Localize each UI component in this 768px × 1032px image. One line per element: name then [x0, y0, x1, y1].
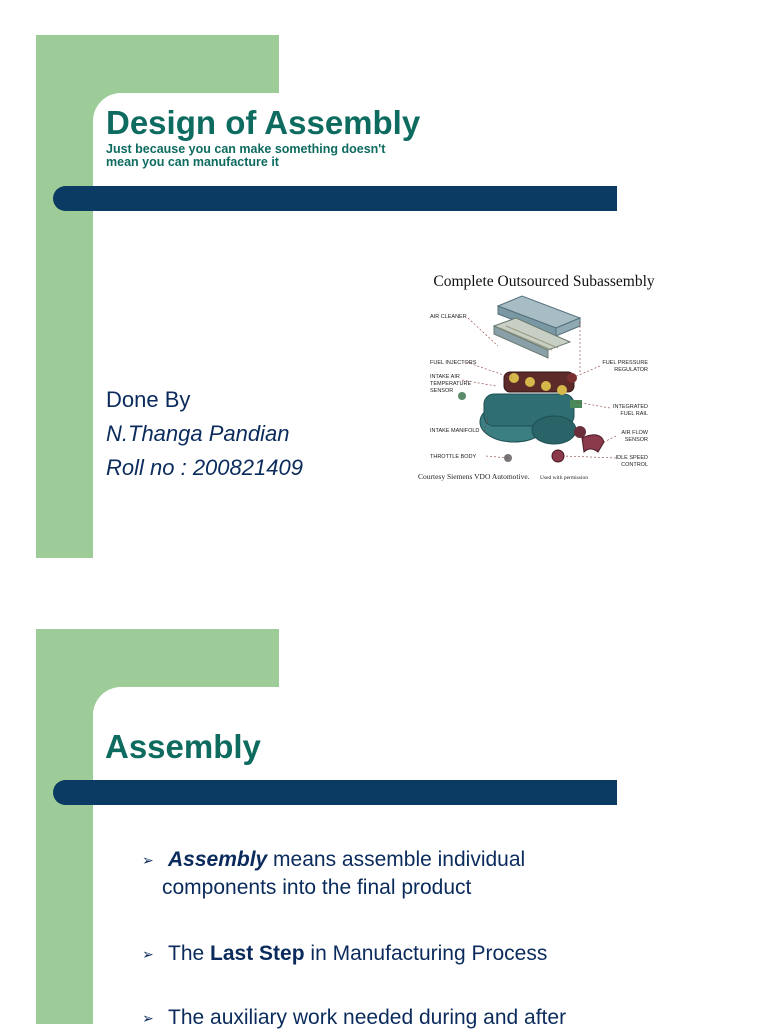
- done-by-label: Done By: [106, 387, 191, 412]
- label-intake-manifold: INTAKE MANIFOLD: [430, 428, 480, 434]
- label-fuel-pressure-1: FUEL PRESSURE: [602, 360, 648, 366]
- slide-title: Design of Assembly: [106, 104, 421, 141]
- label-air-flow-1: AIR FLOW: [621, 430, 648, 436]
- subassembly-figure: [404, 262, 684, 486]
- label-intake-air-1: INTAKE AIR: [430, 374, 460, 380]
- air-cleaner-part: [494, 296, 580, 358]
- slide-subtitle: [106, 143, 446, 169]
- bullet-2-pre: The: [168, 942, 211, 965]
- bullet-1-text: means assemble individual: [267, 848, 526, 871]
- label-idle-2: CONTROL: [621, 462, 648, 468]
- intake-manifold-part: [458, 372, 604, 462]
- figure-courtesy: Courtesy Siemens VDO Automotive.: [418, 472, 530, 481]
- arrow-bullet-icon: ➢: [142, 1010, 154, 1026]
- subtitle-line-2: mean you can manufacture it: [106, 155, 279, 169]
- label-intake-air-2: TEMPERATURE: [430, 381, 472, 387]
- bullet-item: [142, 1004, 702, 1032]
- bullet-item: [142, 846, 702, 902]
- bullet-2-text: in Manufacturing Process: [304, 942, 548, 965]
- label-intake-air-3: SENSOR: [430, 388, 454, 394]
- arrow-bullet-icon: ➢: [142, 852, 154, 868]
- subtitle-line-1: Just because you can make something doesn't: [106, 142, 386, 156]
- label-fuel-pressure-2: REGULATOR: [614, 367, 648, 373]
- bullet-2-bold: Last Step: [210, 942, 305, 965]
- title-divider-bar: [53, 186, 617, 211]
- bullet-1-line2: components into the final product: [162, 876, 472, 899]
- roll-number: Roll no : 200821409: [106, 455, 303, 480]
- author-block: [106, 383, 303, 485]
- label-air-flow-2: SENSOR: [624, 437, 648, 443]
- label-fuel-injectors: FUEL INJECTORS: [430, 360, 477, 366]
- figure-caption: Complete Outsourced Subassembly: [433, 273, 655, 290]
- slide-title: Assembly: [105, 728, 261, 765]
- slide-2: [0, 596, 768, 1029]
- label-fuel-rail-1: INTEGRATED: [612, 404, 648, 410]
- bullet-1-bold: Assembly: [168, 848, 268, 871]
- label-idle-1: IDLE SPEED: [615, 455, 648, 461]
- arrow-bullet-icon: ➢: [142, 946, 154, 962]
- label-air-cleaner: AIR CLEANER: [430, 314, 467, 320]
- title-divider-bar: [53, 780, 617, 805]
- bullet-list: [142, 846, 702, 1032]
- figure-permission: Used with permission: [540, 475, 588, 481]
- engine-diagram: [404, 262, 684, 486]
- bullet-3-text: The auxiliary work needed during and after: [168, 1006, 567, 1029]
- author-name: N.Thanga Pandian: [106, 421, 290, 446]
- bullet-item: [142, 940, 702, 968]
- label-fuel-rail-2: FUEL RAIL: [620, 411, 648, 417]
- label-throttle-body: THROTTLE BODY: [430, 454, 477, 460]
